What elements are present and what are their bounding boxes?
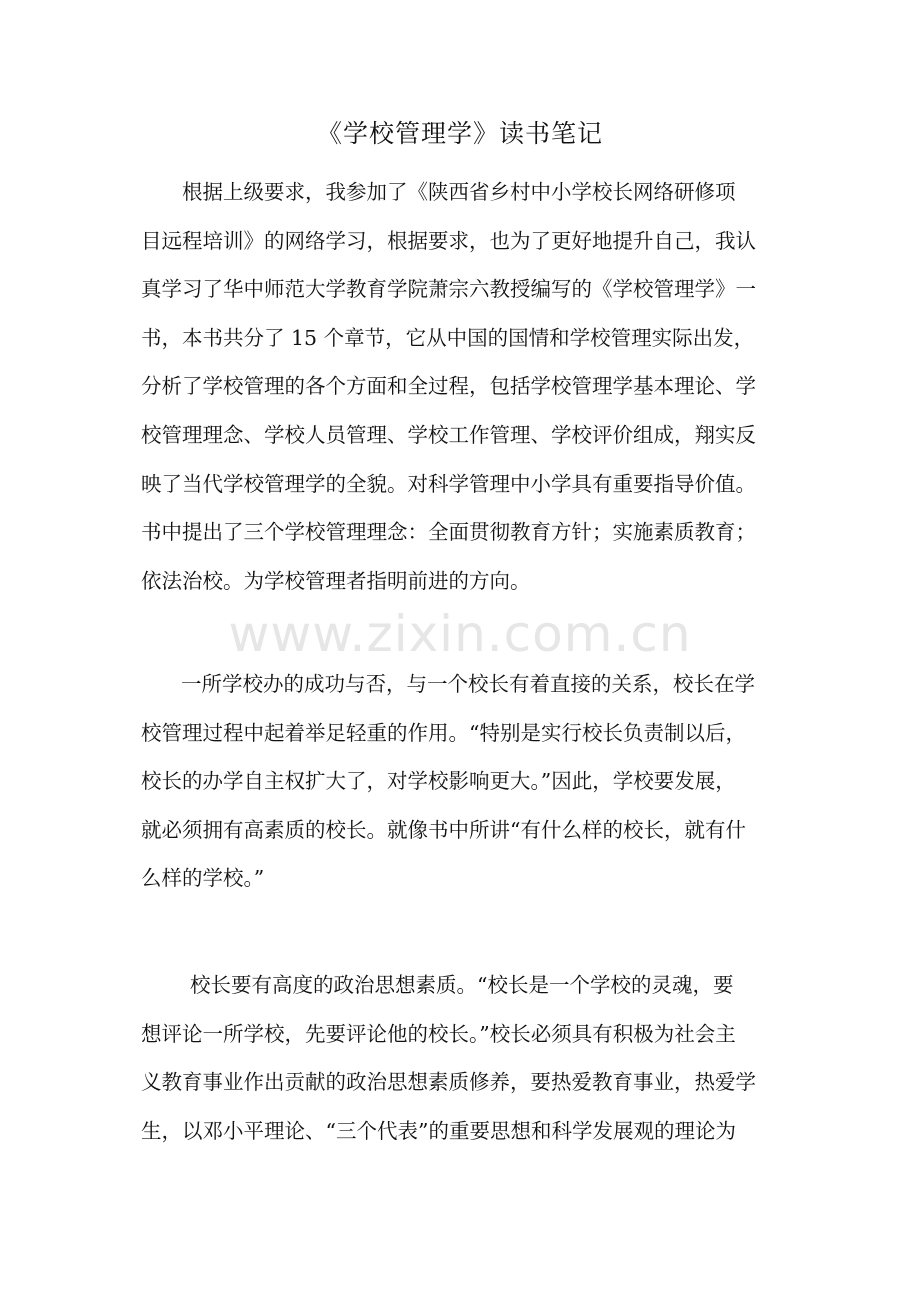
paragraph-line: 映了当代学校管理学的全貌。对科学管理中小学具有重要指导价值。 [141, 471, 756, 496]
paragraph-line: 义教育事业作出贡献的政治思想素质修养，要热爱教育事业，热爱学 [141, 1070, 756, 1095]
document-title: 《学校管理学》读书笔记 [316, 119, 603, 148]
paragraph-3 [141, 961, 781, 1155]
paragraph-2 [141, 660, 781, 903]
paragraph-line: 想评论一所学校，先要评论他的校长。”校长必须具有积极为社会主 [141, 1021, 736, 1046]
paragraph-line: 校管理过程中起着举足轻重的作用。“特别是实行校长负责制以后， [141, 720, 746, 745]
paragraph-line: 依法治校。为学校管理者指明前进的方向。 [141, 568, 531, 593]
paragraph-1 [141, 168, 781, 605]
paragraph-line: 真学习了华中师范大学教育学院萧宗六教授编写的《学校管理学》一 [141, 277, 756, 302]
paragraph-line: 目远程培训》的网络学习，根据要求，也为了更好地提升自己，我认 [141, 228, 756, 253]
paragraph-line: 校长要有高度的政治思想素质。“校长是一个学校的灵魂，要 [190, 973, 734, 997]
paragraph-line: 书，本书共分了 15 个章节，它从中国的国情和学校管理实际出发， [141, 325, 755, 350]
paragraph-line: 么样的学校。” [141, 866, 265, 891]
paragraph-line: 书中提出了三个学校管理理念：全面贯彻教育方针；实施素质教育； [141, 520, 756, 545]
paragraph-line: 根据上级要求，我参加了《陕西省乡村中小学校长网络研修项 [182, 180, 736, 204]
paragraph-line: 就必须拥有高素质的校长。就像书中所讲“有什么样的校长，就有什 [141, 817, 746, 842]
paragraph-line: 校管理理念、学校人员管理、学校工作管理、学校评价组成，翔实反 [141, 422, 756, 447]
paragraph-line: 分析了学校管理的各个方面和全过程，包括学校管理学基本理论、学 [141, 374, 756, 399]
paragraph-line: 生，以邓小平理论、“三个代表”的重要思想和科学发展观的理论为 [141, 1118, 736, 1143]
paragraph-line: 校长的办学自主权扩大了，对学校影响更大。”因此，学校要发展， [141, 769, 736, 794]
watermark: www.zixin.com.cn [228, 605, 692, 663]
paragraph-line: 一所学校办的成功与否，与一个校长有着直接的关系，校长在学 [181, 672, 755, 696]
